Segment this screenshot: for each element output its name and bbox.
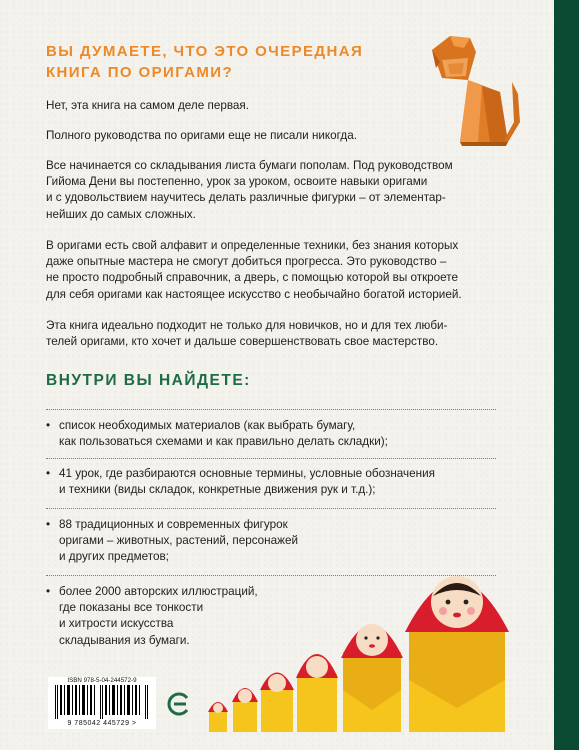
paragraph-3: Все начинается со складывания листа бумаги пополам. Под руководством Гийома Дени вы постепенно, урок за уроком, освоите навыки оригами и с удовольствием научитесь делать различные фигурки – от элементар- нейших до самых сложных. <box>46 159 453 221</box>
publisher-logo-icon <box>166 691 192 717</box>
paragraph-1: Нет, эта книга на самом деле первая. <box>46 99 249 112</box>
heading-inside: ВНУТРИ ВЫ НАЙДЕТЕ: <box>46 372 251 389</box>
bullet-item: • 41 урок, где разбираются основные термины, условные обозначения и техники (виды складок, конкретные движения рук и т.д.); <box>46 466 435 498</box>
isbn-text: ISBN 978-5-04-244572-9 <box>67 677 137 684</box>
doll-3 <box>260 673 294 733</box>
bullet-item: • список необходимых материалов (как выбрать бумагу, как пользоваться схемами и как правильно делать складки); <box>46 418 388 450</box>
barcode-bars <box>55 685 149 719</box>
separator <box>46 409 496 410</box>
separator <box>46 458 496 459</box>
barcode <box>48 677 156 729</box>
doll-6 <box>405 576 509 732</box>
matryoshka-dolls-illustration <box>195 540 525 750</box>
bullet-item: • 88 традиционных и современных фигурок оригами – животных, растений, персонажей и других предметов; <box>46 517 298 566</box>
doll-5 <box>341 624 403 732</box>
spine-stripe <box>554 0 579 750</box>
doll-4 <box>296 654 338 732</box>
paragraph-2: Полного руководства по оригами еще не писали никогда. <box>46 129 357 142</box>
barcode-digits: 9 785042 445729 > <box>67 720 137 727</box>
paragraph-5: Эта книга идеально подходит не только для новичков, но и для тех люби- телей оригами, кто хочет и дальше совершенствовать свое мастерство. <box>46 319 448 349</box>
separator <box>46 508 496 509</box>
paragraph-4: В оригами есть свой алфавит и определенные техники, без знания которых даже опытные мастера не смогут добиться прогресса. Это руководство – не просто подробный справочник, а дверь, с помощью которой вы откроете для себя оригами как настоящее искусство с необычайно богатой историей. <box>46 239 462 301</box>
doll-2 <box>232 688 258 732</box>
origami-monkey-illustration <box>420 22 530 152</box>
doll-1 <box>208 702 228 732</box>
heading-top: ВЫ ДУМАЕТЕ, ЧТО ЭТО ОЧЕРЕДНАЯ КНИГА ПО ОРИГАМИ? <box>46 43 364 81</box>
bullet-item: • более 2000 авторских иллюстраций, где показаны все тонкости и хитрости искусства складывания из бумаги. <box>46 584 258 649</box>
